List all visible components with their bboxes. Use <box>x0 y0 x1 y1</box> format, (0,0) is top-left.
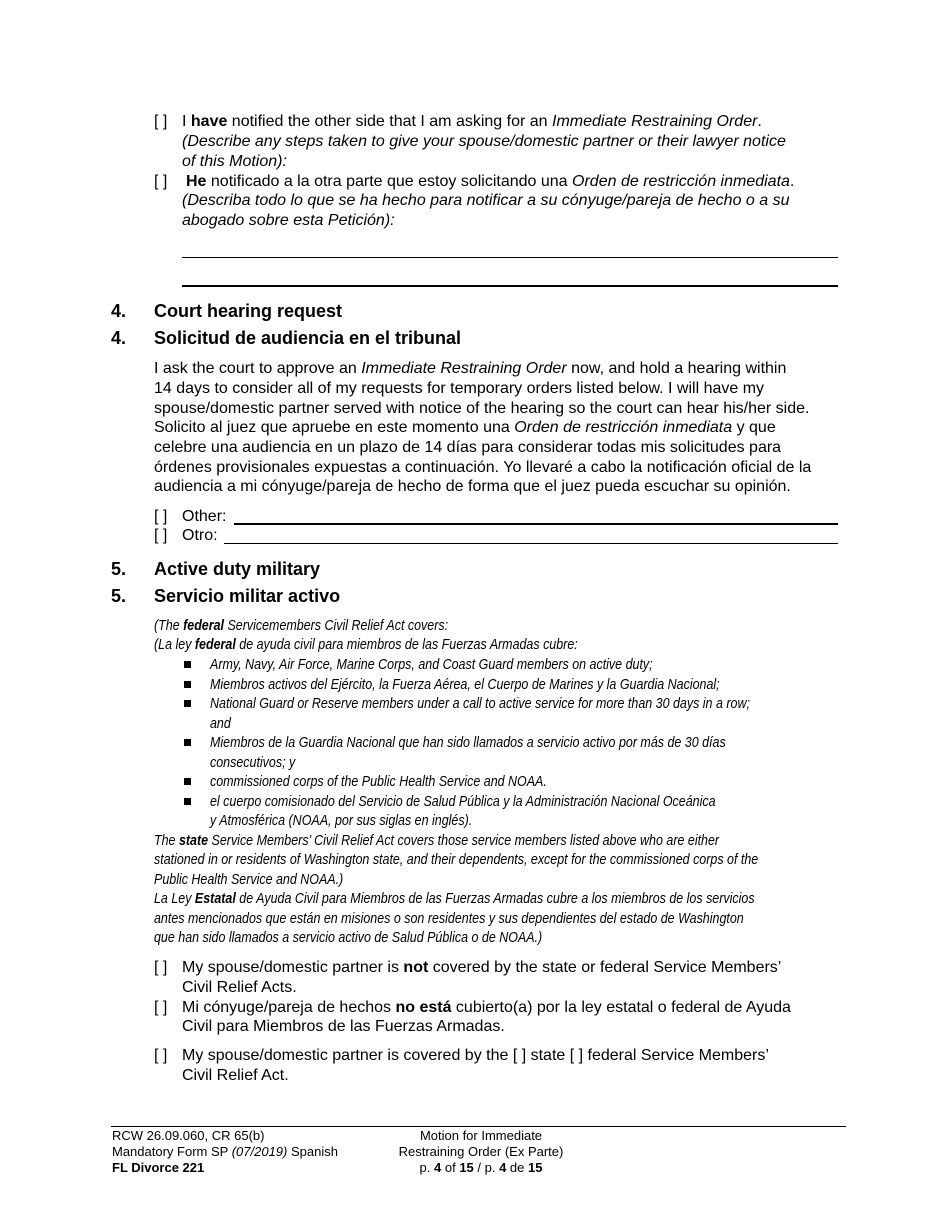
notice-en: [ ] I have notified the other side that I am asking for an Immediate Restraining Order. <box>154 113 762 130</box>
other-es-field[interactable] <box>224 543 838 544</box>
section-5-number: 5. <box>111 559 127 579</box>
state-act-es-2: antes mencionados que están en misiones o son residentes y sus dependientes del estado de Washington <box>154 911 744 927</box>
notice-blank-line-1[interactable] <box>182 257 838 258</box>
list-item: commissioned corps of the Public Health Service and NOAA. <box>210 774 547 790</box>
section-4-para-4: Solicito al juez que apruebe en este momento una Orden de restricción inmediata y que <box>154 419 776 436</box>
not-covered-es: [ ] Mi cónyuge/pareja de hechos no está cubierto(a) por la ley estatal o federal de Ayuda <box>154 999 791 1016</box>
notice-en-describe-2: of this Motion): <box>182 153 287 170</box>
section-4-para-2: 14 days to consider all of my requests for temporary orders listed below. I will have my <box>154 380 765 397</box>
section-4-title-es: Solicitud de audiencia en el tribunal <box>154 328 462 348</box>
bullet-marker <box>184 700 191 707</box>
other-en-field[interactable] <box>234 523 838 525</box>
other-es-checkbox[interactable]: [ ] <box>154 527 168 544</box>
state-act-es-3: que han sido llamados a servicio activo de Salud Pública o de NOAA.) <box>154 930 543 946</box>
list-item: Army, Navy, Air Force, Marine Corps, and Coast Guard members on active duty; <box>210 657 653 673</box>
other-es-row: [ ] Otro: <box>154 527 218 544</box>
not-covered-en: [ ] My spouse/domestic partner is not covered by the state or federal Service Members’ <box>154 959 782 976</box>
footer-title-2: Restraining Order (Ex Parte) <box>398 1144 564 1159</box>
footer-title-1: Motion for Immediate <box>419 1128 543 1143</box>
covered-en-2: Civil Relief Act. <box>182 1067 289 1084</box>
section-5-title-en: Active duty military <box>154 559 321 579</box>
covered-en: [ ] My spouse/domestic partner is covered by the [ ] state [ ] federal Service Members’ <box>154 1047 769 1064</box>
list-item-continuation: and <box>210 716 231 732</box>
list-item-continuation: y Atmosférica (NOAA, por sus siglas en inglés). <box>210 813 473 829</box>
footer-form-id: FL Divorce 221 <box>112 1160 205 1175</box>
not-covered-es-2: Civil para Miembros de las Fuerzas Armadas. <box>182 1018 505 1035</box>
footer-divider <box>111 1126 846 1127</box>
footer-rcw: RCW 26.09.060, CR 65(b) <box>112 1128 265 1143</box>
list-item: National Guard or Reserve members under a call to active service for more than 30 days in a row; <box>210 696 750 712</box>
section-4-para-3: spouse/domestic partner served with notice of the hearing so the court can hear his/her side. <box>154 400 810 417</box>
section-4-para-1: I ask the court to approve an Immediate Restraining Order now, and hold a hearing within <box>154 360 787 377</box>
not-covered-checkbox[interactable]: [ ] <box>154 959 168 976</box>
federal-act-en: (The federal Servicemembers Civil Relief Act covers: <box>154 618 449 634</box>
footer-mandatory-form: Mandatory Form SP (07/2019) Spanish <box>112 1144 338 1159</box>
section-4-para-6: órdenes provisionales expuestas a continuación. Yo llevaré a cabo la notificación oficial de la <box>154 459 812 476</box>
other-en-checkbox[interactable]: [ ] <box>154 508 168 525</box>
section-4-title-en: Court hearing request <box>154 301 343 321</box>
notice-es-checkbox[interactable]: [ ] <box>154 173 168 190</box>
not-covered-es-checkbox[interactable]: [ ] <box>154 999 168 1016</box>
notice-en-describe: (Describe any steps taken to give your spouse/domestic partner or their lawyer notice <box>182 133 786 150</box>
section-4-number-es: 4. <box>111 328 127 348</box>
state-act-es: La Ley Estatal de Ayuda Civil para Miembros de las Fuerzas Armadas cubre a los miembros de los servicios <box>154 891 755 907</box>
notice-blank-line-2[interactable] <box>182 285 838 287</box>
bullet-marker <box>184 739 191 746</box>
notice-es-describe-2: abogado sobre esta Petición): <box>182 212 395 229</box>
section-5-title-es: Servicio militar activo <box>154 586 341 606</box>
federal-act-es: (La ley federal de ayuda civil para miembros de las Fuerzas Armadas cubre: <box>154 637 578 653</box>
state-act-en: The state Service Members’ Civil Relief Act covers those service members listed above who are either <box>154 833 720 849</box>
list-item-continuation: consecutivos; y <box>210 755 296 771</box>
list-item: Miembros de la Guardia Nacional que han sido llamados a servicio activo por más de 30 días <box>210 735 726 751</box>
state-act-en-3: Public Health Service and NOAA.) <box>154 872 344 888</box>
other-en-row: [ ] Other: <box>154 508 227 525</box>
notice-en-checkbox[interactable]: [ ] <box>154 113 168 130</box>
covered-checkbox[interactable]: [ ] <box>154 1047 168 1064</box>
list-item: Miembros activos del Ejército, la Fuerza Aérea, el Cuerpo de Marines y la Guardia Nacional; <box>210 677 720 693</box>
bullet-marker <box>184 661 191 668</box>
bullet-marker <box>184 798 191 805</box>
state-act-en-2: stationed in or residents of Washington state, and their dependents, except for the commissioned corps of the <box>154 852 759 868</box>
section-5-number-es: 5. <box>111 586 127 606</box>
section-4-para-5: celebre una audiencia en un plazo de 14 días para considerar todas mis solicitudes para <box>154 439 782 456</box>
list-item: el cuerpo comisionado del Servicio de Salud Pública y la Administración Nacional Oceánica <box>210 794 716 810</box>
bullet-marker <box>184 681 191 688</box>
bullet-marker <box>184 778 191 785</box>
not-covered-en-2: Civil Relief Acts. <box>182 979 297 996</box>
section-4-number: 4. <box>111 301 127 321</box>
notice-es: [ ] He notificado a la otra parte que estoy solicitando una Orden de restricción inmediata. <box>154 173 795 190</box>
notice-es-describe: (Describa todo lo que se ha hecho para notificar a su cónyuge/pareja de hecho o a su <box>182 192 790 209</box>
section-4-para-7: audiencia a mi cónyuge/pareja de hecho de forma que el juez pueda escuchar su opinión. <box>154 478 791 495</box>
footer-page-number: p. 4 of 15 / p. 4 de 15 <box>419 1160 543 1175</box>
